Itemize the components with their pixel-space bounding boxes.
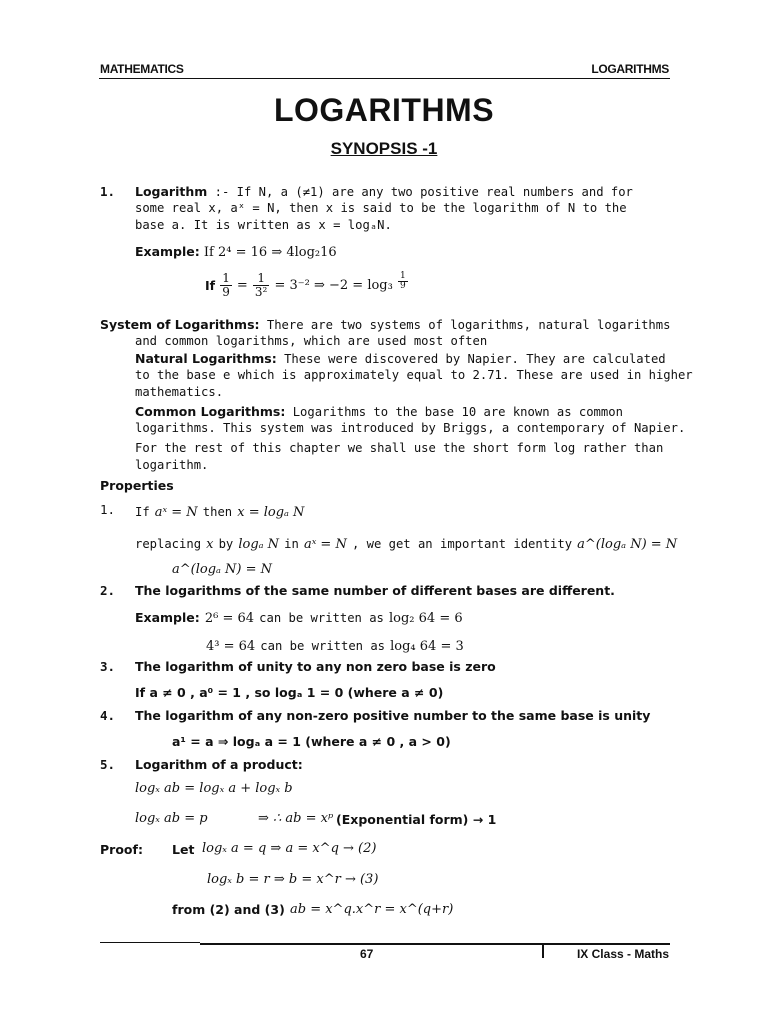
natural-line-2: to the base e which is approximately equal to 2.71. These are used in higher <box>135 368 693 382</box>
header-chapter: LOGARITHMS <box>591 62 669 76</box>
property-3-line: If a ≠ 0 , a⁰ = 1 , so logₐ 1 = 0 (where a ≠ 0) <box>135 685 444 700</box>
rest-line-1: For the rest of this chapter we shall use the short form log rather than <box>135 441 664 455</box>
footer-rule <box>200 943 670 945</box>
property-5-number: 5. <box>100 757 116 772</box>
definition-line-2: some real x, aˣ = N, then x is said to be the logarithm of N to the <box>135 201 627 215</box>
property-2-number: 2. <box>100 583 116 598</box>
property-1-line: If aˣ = N then x = logₐ N <box>135 505 305 520</box>
property-4-number: 4. <box>100 708 116 723</box>
property-5-text: Logarithm of a product: <box>135 757 303 772</box>
system-line-1: System of Logarithms: There are two systems of logarithms, natural logarithms <box>100 317 671 332</box>
footer-divider <box>542 944 544 958</box>
page-subtitle: SYNOPSIS -1 <box>330 139 438 158</box>
proof-label: Proof: <box>100 842 143 857</box>
page-number: 67 <box>360 947 374 961</box>
product-exponential: ⇒ ∴ ab = xᵖ <box>258 811 334 826</box>
term-logarithm: Logarithm <box>135 184 208 199</box>
rest-line-2: logarithm. <box>135 458 209 472</box>
example-math: 2⁴ = 16 ⇒ 4log₂16 <box>218 245 337 260</box>
common-line-2: logarithms. This system was introduced by Briggs, a contemporary of Napier. <box>135 421 686 435</box>
property-3-text: The logarithm of unity to any non zero base is zero <box>135 659 496 674</box>
property-2-example-1: Example: 2⁶ = 64 can be written as log₂ 64 = 6 <box>135 610 463 626</box>
proof-from: from (2) and (3) <box>172 902 285 917</box>
definition-text-1: :- If N, a (≠1) are any two positive real numbers and for <box>214 185 633 199</box>
property-2-text: The logarithms of the same number of different bases are different. <box>135 583 615 598</box>
footer-class: IX Class - Maths <box>576 947 669 961</box>
property-4-text: The logarithm of any non-zero positive number to the same base is unity <box>135 708 651 723</box>
property-3-number: 3. <box>100 659 116 674</box>
property-1-replacing: replacing x by logₐ N in aˣ = N , we get an important identity a^(logₐ N) = N <box>135 537 678 552</box>
common-line-1: Common Logarithms: Logarithms to the base 10 are known as common <box>135 404 623 419</box>
fraction-one-over-three-squared: $\frac{1}{\text{3²}}$ <box>254 271 268 299</box>
proof-step-1: logₓ a = q ⇒ a = x^q → (2) <box>202 841 377 856</box>
product-rule: logₓ ab = logₓ a + logₓ b <box>135 781 293 796</box>
property-2-example-2: 4³ = 64 can be written as log₄ 64 = 3 <box>206 639 464 654</box>
proof-step-3: ab = x^q.x^r = x^(q+r) <box>290 902 454 917</box>
item-number: 1. <box>100 184 116 199</box>
system-label: System of Logarithms: <box>100 317 260 332</box>
natural-line-3: mathematics. <box>135 385 224 399</box>
system-line-2: and common logarithms, which are used most often <box>135 334 488 348</box>
proof-step-2: logₓ b = r ⇒ b = x^r → (3) <box>207 872 379 887</box>
example-if: If <box>203 245 214 260</box>
example-1 <box>135 244 337 260</box>
example-2: If $\frac{1}{9}$ = $\frac{1}{\text{3²}}$ = 3⁻² ⇒ −2 = log₃ $\frac{1}{9}$ <box>205 271 406 299</box>
definition-line-3: base a. It is written as x = logₐN. <box>135 218 392 232</box>
product-def: logₓ ab = p <box>135 811 208 826</box>
properties-heading: Properties <box>100 478 174 493</box>
example-label: Example: <box>135 244 200 259</box>
example-2-if: If <box>205 278 216 293</box>
natural-line-1: Natural Logarithms: These were discovered by Napier. They are calculated <box>135 351 666 366</box>
example-2-rest: = 3⁻² ⇒ −2 = log₃ <box>274 278 393 293</box>
exponential-form-label: (Exponential form) → 1 <box>336 812 497 827</box>
common-label: Common Logarithms: <box>135 404 286 419</box>
header-rule <box>99 78 670 79</box>
property-4-line: a¹ = a ⇒ logₐ a = 1 (where a ≠ 0 , a > 0) <box>172 734 451 749</box>
natural-label: Natural Logarithms: <box>135 351 277 366</box>
fraction-exponent: $\frac{1}{9}$ <box>399 271 406 291</box>
footer-rule-left <box>100 942 200 943</box>
page-title: LOGARITHMS <box>273 92 495 128</box>
header-subject: MATHEMATICS <box>100 62 184 76</box>
property-1-number: 1. <box>100 502 116 517</box>
identity-formula: a^(logₐ N) = N <box>172 562 273 577</box>
definition-line-1 <box>135 184 633 199</box>
fraction-one-ninth: $\frac{1}{9}$ <box>222 271 230 299</box>
proof-let: Let <box>172 842 195 857</box>
